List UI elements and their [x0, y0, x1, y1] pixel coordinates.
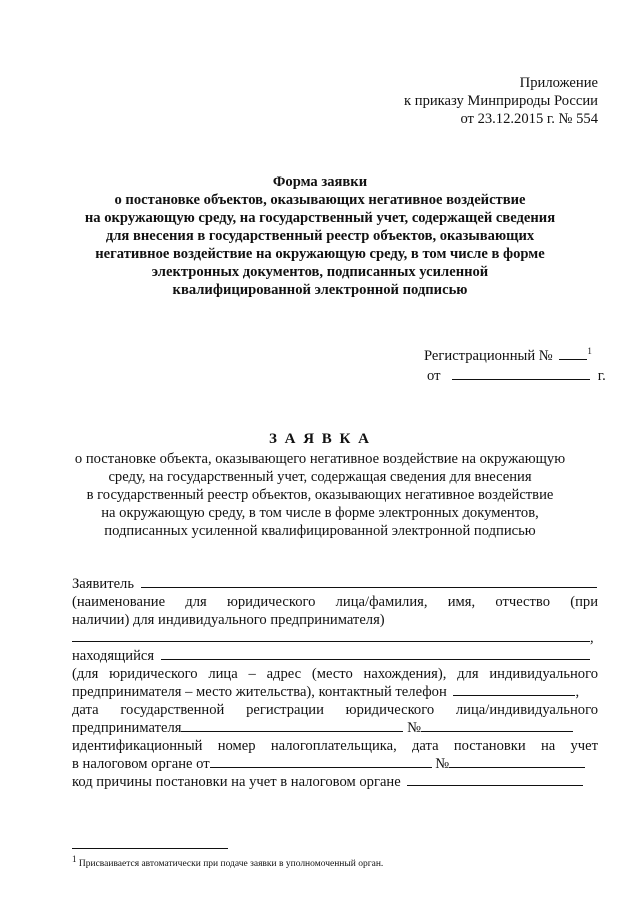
applicant-row — [72, 575, 597, 593]
footnote — [72, 853, 384, 870]
phone-label: предпринимателя – место жительства), контактный телефон — [72, 684, 447, 700]
form-title-line: для внесения в государственный реестр объектов, оказывающих — [105, 228, 535, 244]
footnote-mark: 1 — [72, 853, 77, 864]
kpp-label: код причины постановки на учет в налоговом органе — [72, 774, 401, 790]
address-hint-line: (для юридического лица – адрес (место нахождения), для индивидуального — [72, 666, 598, 682]
form-title-line: на окружающую среду, на государственный учет, содержащей сведения — [84, 210, 556, 226]
located-label: находящийся — [72, 648, 155, 664]
application-subtitle-line: среду, на государственный учет, содержащая сведения для внесения — [108, 469, 532, 485]
registration-number-row — [424, 347, 592, 365]
footnote-ref: 1 — [587, 346, 592, 357]
form-title-line: негативное воздействие на окружающую среду, в том числе в форме — [95, 246, 545, 262]
form-title-line: квалифицированной электронной подписью — [172, 282, 468, 298]
form-title: Форма заявки — [272, 174, 368, 190]
applicant-hint-line: наличии) для индивидуального предпринимателя) — [72, 612, 385, 628]
reg-date-row — [72, 719, 573, 737]
application-subtitle-line: в государственный реестр объектов, оказывающих негативное воздействие — [86, 487, 554, 503]
registration-number-label: Регистрационный № — [424, 348, 553, 364]
applicant-continuation-row — [72, 629, 594, 647]
tax-registration-label: в налоговом органе от — [72, 756, 210, 772]
header-order-number: 554 — [572, 111, 598, 127]
tax-registration-date-field[interactable] — [210, 767, 432, 768]
registration-date-field[interactable] — [452, 379, 590, 380]
header-appendix: Приложение — [519, 75, 598, 91]
header-order-date — [460, 110, 598, 128]
comma: , — [590, 630, 594, 646]
form-title-line: о постановке объектов, оказывающих негативное воздействие — [114, 192, 526, 208]
registration-date-prefix: от — [427, 368, 441, 384]
reg-number-field[interactable] — [421, 731, 573, 732]
footnote-text: Присваивается автоматически при подаче заявки в уполномоченный орган. — [78, 859, 384, 869]
reg-date-label: предпринимателя — [72, 720, 182, 736]
application-subtitle-line: на окружающую среду, в том числе в форме электронных документов, — [101, 505, 539, 521]
number-sign: № — [407, 720, 422, 736]
registration-date-row — [427, 367, 606, 385]
registration-number-field[interactable] — [559, 359, 587, 360]
application-title: З А Я В К А — [268, 431, 372, 447]
number-sign: № — [435, 756, 450, 772]
kpp-field[interactable] — [407, 785, 583, 786]
registration-date-suffix: г. — [597, 368, 606, 384]
tax-registration-row — [72, 755, 585, 773]
footnote-separator — [72, 848, 228, 849]
form-title-line: электронных документов, подписанных усиленной — [151, 264, 489, 280]
application-subtitle-line: подписанных усиленной квалифицированной электронной подписью — [104, 523, 536, 539]
located-field[interactable] — [161, 659, 590, 660]
application-subtitle-line: о постановке объекта, оказывающего негативное воздействие на окружающую — [74, 451, 566, 467]
header-order-date-prefix: от 23.12.2015 г. № — [460, 111, 573, 127]
phone-row — [72, 683, 579, 701]
applicant-label: Заявитель — [72, 576, 134, 592]
tax-registration-number-field[interactable] — [449, 767, 585, 768]
reg-date-field[interactable] — [181, 731, 403, 732]
kpp-row — [72, 773, 583, 791]
reg-date-line: дата государственной регистрации юридического лица/индивидуального — [72, 702, 598, 718]
comma: , — [575, 684, 580, 700]
located-row — [72, 647, 590, 665]
inn-line: идентификационный номер налогоплательщика, дата постановки на учет — [72, 738, 598, 754]
header-order: к приказу Минприроды России — [404, 93, 598, 109]
applicant-field[interactable] — [141, 587, 597, 588]
phone-field[interactable] — [453, 695, 575, 696]
applicant-continuation-field[interactable] — [72, 641, 590, 642]
applicant-hint-line: (наименование для юридического лица/фамилия, имя, отчество (при — [72, 594, 598, 610]
